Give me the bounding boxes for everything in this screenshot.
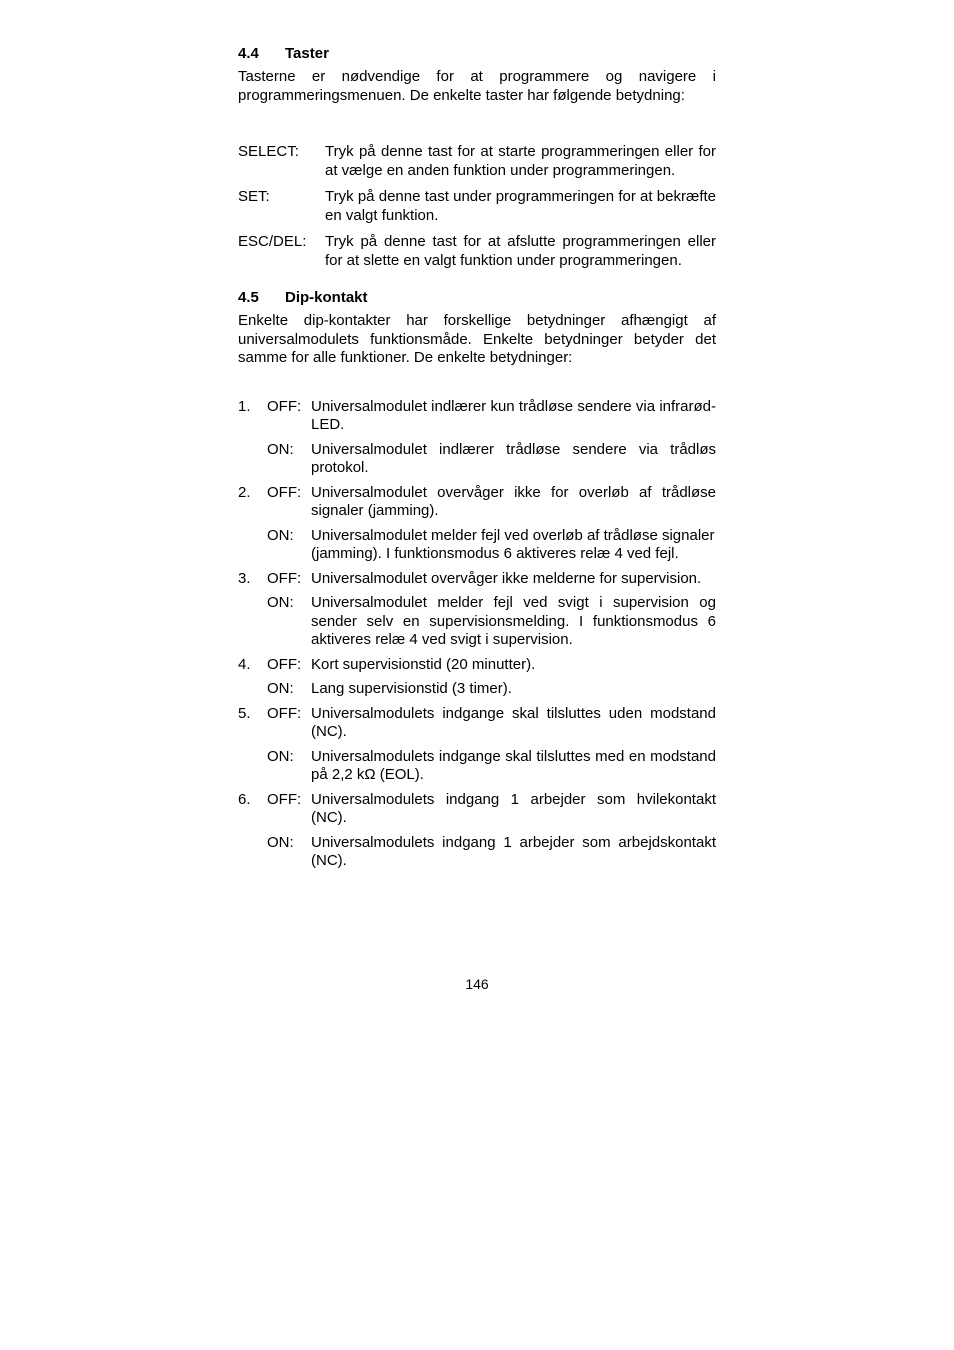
key-definition-set bbox=[238, 188, 716, 225]
dip-state-off: OFF: bbox=[267, 569, 302, 587]
dip-item-2-on bbox=[238, 527, 716, 564]
dip-state-off: OFF: bbox=[267, 790, 302, 808]
dip-item-4-on bbox=[238, 680, 716, 699]
dip-description: Universalmodulet overvåger ikke melderne for supervision. bbox=[311, 569, 702, 587]
dip-item-5-on bbox=[238, 748, 716, 785]
dip-description: Universalmodulets indgange skal tilsluttes uden modstand (NC). bbox=[311, 704, 716, 740]
dip-number: 2. bbox=[238, 483, 251, 501]
dip-item-6-on bbox=[238, 834, 716, 871]
dip-description: Universalmodulets indgang 1 arbejder som hvilekontakt (NC). bbox=[311, 790, 716, 826]
section-number: 4.4 bbox=[238, 45, 259, 62]
key-description: Tryk på denne tast for at starte programmeringen eller for at vælge en anden funktion under programmeringen. bbox=[325, 143, 716, 179]
taster-intro: Tasterne er nødvendige for at programmere og navigere i programmeringsmenuen. De enkelte taster har følgende betydning: bbox=[238, 68, 716, 104]
dip-description: Universalmodulet melder fejl ved overløb af trådløse signaler (jamming). I funktionsmodus 6 aktiveres relæ 4 ved fejl. bbox=[311, 526, 715, 562]
section-title: Taster bbox=[285, 45, 329, 62]
section-number: 4.5 bbox=[238, 289, 259, 306]
dip-item-6-off bbox=[238, 791, 716, 828]
dip-item-2-off bbox=[238, 484, 716, 521]
dip-number: 4. bbox=[238, 655, 251, 673]
dip-item-4-off bbox=[238, 656, 716, 675]
dip-state-on: ON: bbox=[267, 833, 294, 851]
dip-intro: Enkelte dip-kontakter har forskellige betydninger afhængigt af universalmodulets funktionsmåde. Enkelte betydninger betyder det samme for alle funktioner. De enkelte betydninger: bbox=[238, 312, 716, 366]
page-number: 146 bbox=[465, 976, 489, 992]
dip-description: Lang supervisionstid (3 timer). bbox=[311, 680, 512, 697]
dip-description: Kort supervisionstid (20 minutter). bbox=[311, 655, 536, 673]
dip-item-3-on bbox=[238, 594, 716, 650]
dip-state-off: OFF: bbox=[267, 483, 302, 501]
dip-state-off: OFF: bbox=[267, 704, 302, 722]
dip-number: 5. bbox=[238, 704, 251, 722]
dip-state-on: ON: bbox=[267, 594, 294, 611]
dip-state-off: OFF: bbox=[267, 655, 302, 673]
dip-number: 1. bbox=[238, 397, 251, 415]
key-definition-select bbox=[238, 143, 716, 180]
key-definition-esc-del bbox=[238, 233, 716, 270]
dip-description: Universalmodulets indgange skal tilsluttes med en modstand på 2,2 kΩ (EOL). bbox=[311, 747, 716, 783]
key-label: ESC/DEL: bbox=[238, 233, 307, 250]
section-title: Dip-kontakt bbox=[285, 289, 368, 306]
dip-state-on: ON: bbox=[267, 680, 294, 697]
dip-description: Universalmodulet overvåger ikke for overløb af trådløse signaler (jamming). bbox=[311, 483, 716, 519]
dip-state-on: ON: bbox=[267, 747, 294, 765]
key-label: SET: bbox=[238, 188, 270, 205]
dip-state-off: OFF: bbox=[267, 397, 302, 415]
dip-state-on: ON: bbox=[267, 440, 294, 458]
dip-number: 6. bbox=[238, 790, 251, 808]
dip-number: 3. bbox=[238, 569, 251, 587]
dip-state-on: ON: bbox=[267, 526, 294, 544]
dip-item-1-on bbox=[238, 441, 716, 478]
dip-description: Universalmodulet indlærer trådløse sendere via trådløs protokol. bbox=[311, 440, 716, 476]
dip-item-3-off bbox=[238, 570, 716, 589]
key-description: Tryk på denne tast under programmeringen for at bekræfte en valgt funktion. bbox=[325, 188, 716, 224]
dip-item-1-off bbox=[238, 398, 716, 435]
section-heading-taster bbox=[238, 44, 716, 64]
dip-description: Universalmodulet melder fejl ved svigt i supervision og sender selv en supervisionsmelding. I funktionsmodus 6 aktiveres relæ 4 ved svigt i supervision. bbox=[311, 594, 716, 648]
dip-description: Universalmodulet indlærer kun trådløse sendere via infrarød-LED. bbox=[311, 397, 716, 433]
section-heading-dip-kontakt bbox=[238, 288, 716, 308]
key-label: SELECT: bbox=[238, 143, 299, 160]
dip-description: Universalmodulets indgang 1 arbejder som arbejdskontakt (NC). bbox=[311, 833, 716, 869]
page-content bbox=[238, 44, 716, 871]
dip-item-5-off bbox=[238, 705, 716, 742]
key-description: Tryk på denne tast for at afslutte programmeringen eller for at slette en valgt funktion under programmeringen. bbox=[325, 233, 716, 269]
